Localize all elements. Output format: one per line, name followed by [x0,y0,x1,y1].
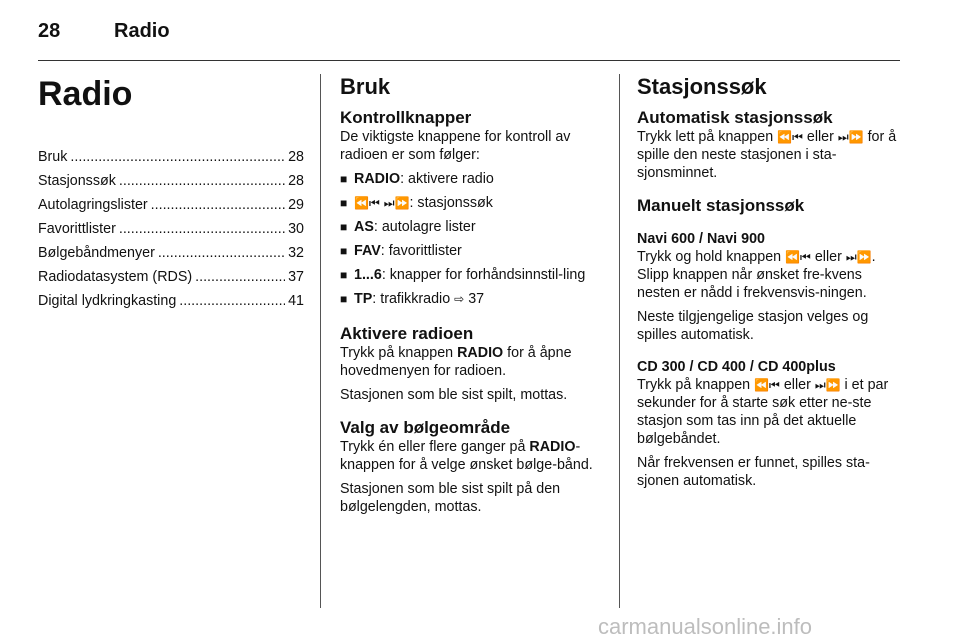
section-heading-stasjonssok: Stasjonssøk [637,74,767,99]
bullet-icon [340,218,354,236]
paragraph: Trykk og hold knappen ⏪⏮ eller ⏭⏩. Slipp knappen når ønsket fre-kvens nesten er nådd i frekvensvis-ningen. [637,249,876,301]
seek-back-icon: ⏪⏮ [777,130,803,144]
subheading-cd: CD 300 / CD 400 / CD 400plus [637,359,836,375]
toc-item-page: 41 [288,293,304,309]
seek-back-icon: ⏪⏮ [754,378,780,392]
paragraph: Trykk lett på knappen ⏪⏮ eller ⏭⏩ for å spille den neste stasjonen i sta-sjonsminnet. [637,129,897,181]
paragraph: De viktigste knappene for kontroll av radioen er som følger: [340,129,571,163]
list-item [340,218,604,236]
toc-leader [119,172,285,190]
bullet-icon [340,290,354,308]
key-label: 1...6 [354,267,382,283]
paragraph: Når frekvensen er funnet, spilles sta-sjonen automatisk. [637,455,870,489]
seek-forward-icon: ⏭⏩ [845,250,872,264]
toc-item-page: 28 [288,149,304,165]
subheading-valg: Valg av bølgeområde [340,418,511,437]
section-title: Radio [114,20,170,42]
key-label: TP [354,291,373,307]
list-item [340,242,604,260]
toc-leader [119,220,285,238]
seek-back-icon: ⏪⏮ [354,196,380,210]
toc-item-label: Stasjonssøk [38,173,116,189]
key-label: RADIO [354,171,401,187]
toc-item-label: Bruk [38,149,68,165]
toc-leader [158,244,285,262]
key-label: RADIO [529,439,576,455]
toc-item-label: Digital lydkringkasting [38,293,177,309]
subheading-automatisk: Automatisk stasjonssøk [637,108,833,127]
seek-back-icon: ⏪⏮ [785,250,811,264]
toc-item-label: Bølgebåndmenyer [38,245,155,261]
list-item [340,170,604,188]
page-number: 28 [38,20,61,42]
bullet-icon [340,194,354,212]
column-divider [619,74,620,608]
paragraph: Stasjonen som ble sist spilt på den bølgelengden, mottas. [340,481,561,515]
item-text: : favorittlister [380,243,462,259]
paragraph: Trykk på knappen RADIO for å åpne hovedmenyen for radioen. [340,345,572,379]
list-item [340,290,604,308]
toc-item-page: 37 [288,269,304,285]
toc-item-page: 28 [288,173,304,189]
toc-item[interactable] [38,292,304,310]
key-label: FAV [354,243,381,259]
paragraph: Trykk på knappen ⏪⏮ eller ⏭⏩ i et par sekunder for å starte søk etter ne-ste stasjon som tas inn på det aktuelle bølgebåndet. [637,377,889,447]
toc-item-label: Favorittlister [38,221,116,237]
seek-forward-icon: ⏭⏩ [383,196,410,210]
toc-item-label: Radiodatasystem (RDS) [38,269,193,285]
paragraph: Stasjonen som ble sist spilt, mottas. [340,387,568,403]
item-text: : knapper for forhåndsinnstil-ling [381,267,586,283]
toc-item-page: 29 [288,197,304,213]
toc-column [38,74,304,316]
toc-list [38,148,304,310]
column-divider [320,74,321,608]
paragraph: Trykk én eller flere ganger på RADIO-knappen for å velge ønsket bølge-bånd. [340,439,593,473]
subheading-manuelt: Manuelt stasjonssøk [637,196,805,215]
bullet-icon [340,242,354,260]
stasjonssok-column [637,74,901,490]
bruk-column [340,74,604,516]
bullet-icon [340,170,354,188]
toc-item[interactable] [38,268,304,286]
key-label: AS [354,219,374,235]
subheading-aktivere: Aktivere radioen [340,324,474,343]
item-text: : autolagre lister [373,219,476,235]
toc-item[interactable] [38,148,304,166]
toc-item[interactable] [38,196,304,214]
list-item [340,194,604,212]
seek-forward-icon: ⏭⏩ [814,378,841,392]
subheading-kontrollknapper: Kontrollknapper [340,108,472,127]
item-text: : stasjonssøk [409,195,493,211]
chapter-title: Radio [38,75,133,113]
section-heading-bruk: Bruk [340,74,391,99]
seek-forward-icon: ⏭⏩ [837,130,864,144]
page-ref[interactable]: 37 [468,291,485,307]
paragraph: Neste tilgjengelige stasjon velges og spilles automatisk. [637,309,869,343]
key-label: RADIO [457,345,504,361]
toc-item-page: 30 [288,221,304,237]
list-item [340,266,604,284]
toc-leader [195,268,285,286]
toc-item-page: 32 [288,245,304,261]
header-rule [38,60,900,61]
toc-item-label: Autolagringslister [38,197,148,213]
bullet-icon [340,266,354,284]
toc-item[interactable] [38,220,304,238]
watermark: carmanualsonline.info [598,614,813,639]
item-text: : aktivere radio [400,171,494,187]
toc-item[interactable] [38,244,304,262]
subheading-navi: Navi 600 / Navi 900 [637,231,765,247]
toc-item[interactable] [38,172,304,190]
toc-leader [179,292,285,310]
toc-leader [151,196,285,214]
page-ref-icon: ⇨ [454,292,465,306]
item-text: : trafikkradio [372,291,451,307]
toc-leader [70,148,285,166]
